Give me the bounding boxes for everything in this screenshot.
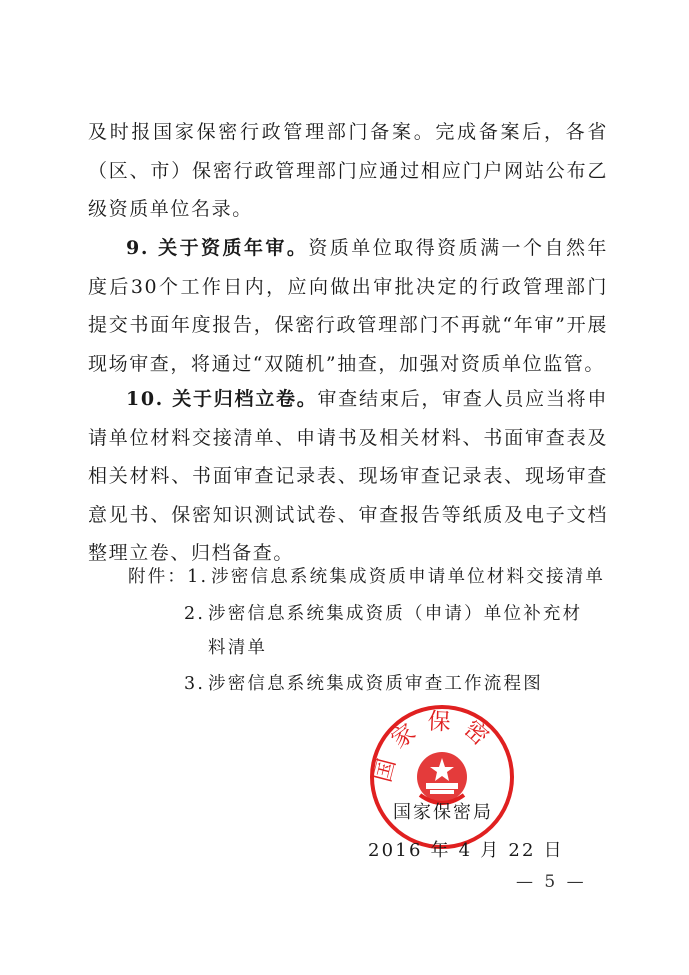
attachment-item-2 (184, 600, 582, 625)
attachment-title: 涉密信息系统集成资质审查工作流程图 (208, 674, 543, 694)
attachment-title-continued: 料清单 (208, 638, 268, 658)
paragraph-annual-review (88, 229, 608, 383)
paragraph-filing (88, 113, 608, 229)
paragraph-filing-text: 及时报国家保密行政管理部门备案。完成备案后，各省（区、市）保密行政管理部门应通过相应门户网站公布乙级资质单位名录。 (88, 121, 608, 220)
attachment-number: 2. (184, 604, 206, 624)
national-emblem-icon (417, 752, 467, 803)
annual-review-text: 资质单位取得资质满一个自然年度后30个工作日内，应向做出审批决定的行政管理部门提交书面年度报告，保密行政管理部门不再就“年审”开展现场审查，将通过“双随机”抽查，加强对资质单位监管。 (88, 237, 609, 375)
issue-date: 2016 年 4 月 22 日 (368, 840, 564, 861)
paragraph-archiving (88, 380, 608, 573)
attachment-title: 涉密信息系统集成资质（申请）单位补充材 (208, 604, 583, 624)
seal-arc-text: 国家保密 (369, 708, 502, 785)
archiving-text: 审查结束后，审查人员应当将申请单位材料交接清单、申请书及相关材料、书面审查表及相关材料、书面审查记录表、现场审查记录表、现场审查意见书、保密知识测试试卷、审查报告等纸质及电子文档整理立卷、归档备查。 (88, 388, 608, 564)
annual-review-heading: 9. 关于资质年审。 (126, 237, 309, 259)
official-seal (368, 703, 516, 851)
attachment-item-3 (184, 670, 543, 695)
attachment-item-1 (128, 563, 605, 588)
attachment-number: 3. (184, 674, 206, 694)
attachments-label: 附件： (128, 567, 188, 587)
attachment-item-2-continued (208, 634, 267, 659)
attachment-title: 涉密信息系统集成资质申请单位材料交接清单 (211, 567, 606, 587)
issuing-authority: 国家保密局 (393, 802, 493, 823)
attachment-number: 1. (187, 567, 209, 587)
archiving-heading: 10. 关于归档立卷。 (126, 388, 318, 410)
page-number: — 5 — (516, 872, 587, 892)
